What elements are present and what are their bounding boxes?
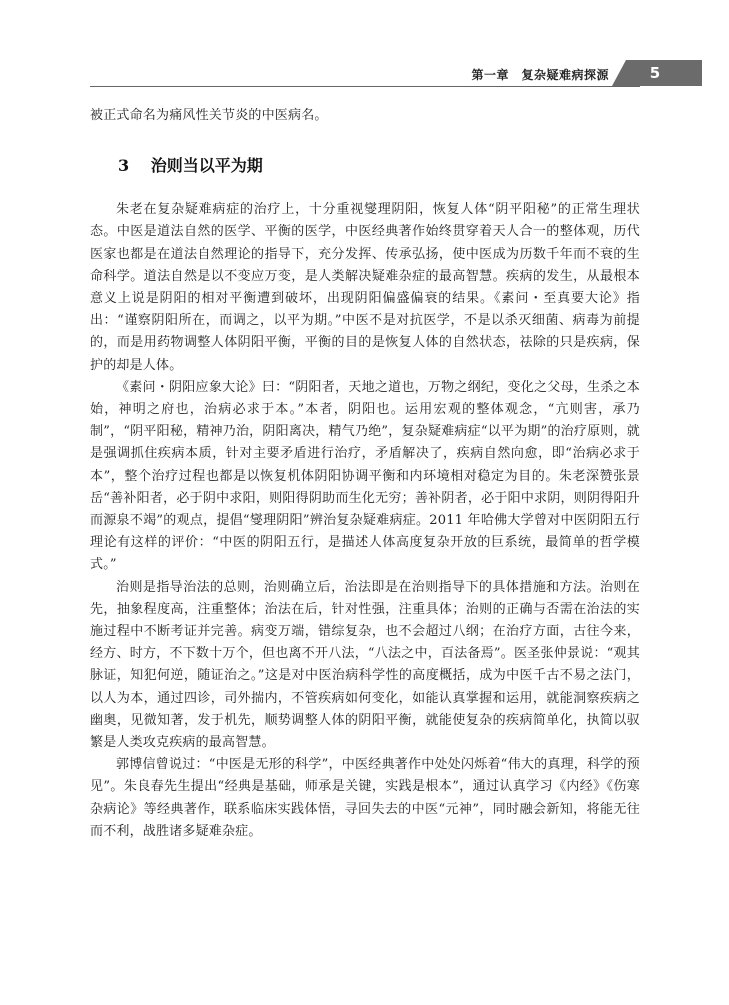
paragraph-3: 治则是指导治法的总则，治则确立后，治法即是在治则指导下的具体措施和方法。治则在先，抽象程度高，注重整体；治法在后，针对性强，注重具体；治则的正确与否需在治法的实施过程中不断考证并完善。病变万端，错综复杂，也不会超过八纲；在治疗方面，古往今来，经方、时方，不下数十万个，但也离不开八法，“八法之中，百法备焉”。医圣张仲景说：“观其脉证，知犯何逆，随证治之。”这是对中医治病科学性的高度概括，成为中医千古不易之法门，以人为本，通过四诊，司外揣内，不管疾病如何变化，如能认真掌握和运用，就能洞察疾病之幽奥，见微知著，发于机先，顺势调整人体的阴阳平衡，就能使复杂的疾病简单化，执简以驭繁是人类攻克疾病的最高智慧。 xyxy=(90,579,640,751)
section-title: 治则当以平为期 xyxy=(150,156,263,176)
header-rule xyxy=(90,86,640,87)
page-header xyxy=(0,0,729,90)
page-number: 5 xyxy=(649,64,661,82)
page-body xyxy=(90,105,640,843)
intro-line: 被正式命名为痛风性关节炎的中医病名。 xyxy=(90,108,328,123)
paragraph-1: 朱老在复杂疑难病症的治疗上，十分重视燮理阴阳，恢复人体“阴平阳秘”的正常生理状态。中医是道法自然的医学、平衡的医学，中医经典著作始终贯穿着天人合一的整体观，历代医家也都是在道法自然理论的指导下，充分发挥、传承弘扬，使中医成为历数千年而不衰的生命科学。道法自然是以不变应万变，是人类解决疑难杂症的最高智慧。疾病的发生，从最根本意义上说是阴阳的相对平衡遭到破坏，出现阴阳偏盛偏衰的结果。《素问・至真要大论》指出：“谨察阴阳所在，而调之，以平为期。”中医不是对抗医学，不是以杀灭细菌、病毒为前提的，而是用药物调整人体阴阳平衡，平衡的目的是恢复人体的自然状态，祛除的只是疾病，保护的却是人体。 xyxy=(90,202,640,373)
paragraph-2: 《素问・阴阳应象大论》曰：“阴阳者，天地之道也，万物之纲纪，变化之父母，生杀之本始，神明之府也，治病必求于本。”本者，阴阳也。运用宏观的整体观念，“亢则害，承乃制”，“阴平阳秘，精神乃治，阴阳离决，精气乃绝”，复杂疑难病症“以平为期”的治疗原则，就是强调抓住疾病本质，针对主要矛盾进行治疗，矛盾解决了，疾病自然向愈，即“治病必求于本”，整个治疗过程也都是以恢复机体阴阳协调平衡和内环境相对稳定为目的。朱老深赞张景岳“善补阳者，必于阴中求阳，则阳得阴助而生化无穷；善补阴者，必于阳中求阴，则阴得阳升而源泉不竭”的观点，提倡“燮理阴阳”辨治复杂疑难病症。2011 年哈佛大学曾对中医阴阳五行理论有这样的评价：“中医的阴阳五行，是描述人体高度复杂开放的巨系统，最简单的哲学模式。” xyxy=(90,379,640,573)
section-heading xyxy=(118,153,640,176)
section-number: 3 xyxy=(118,156,130,176)
chapter-title: 第一章 复杂疑难病探源 xyxy=(471,68,609,82)
paragraph-4: 郭博信曾说过：“中医是无形的科学”，中医经典著作中处处闪烁着“伟大的真理，科学的预见”。朱良春先生提出“经典是基础，师承是关键，实践是根本”，通过认真学习《内经》《伤寒杂病论》等经典著作，联系临床实践体悟，寻回失去的中医“元神”，同时融会新知，将能无往而不利，战胜诸多疑难杂症。 xyxy=(90,757,640,839)
